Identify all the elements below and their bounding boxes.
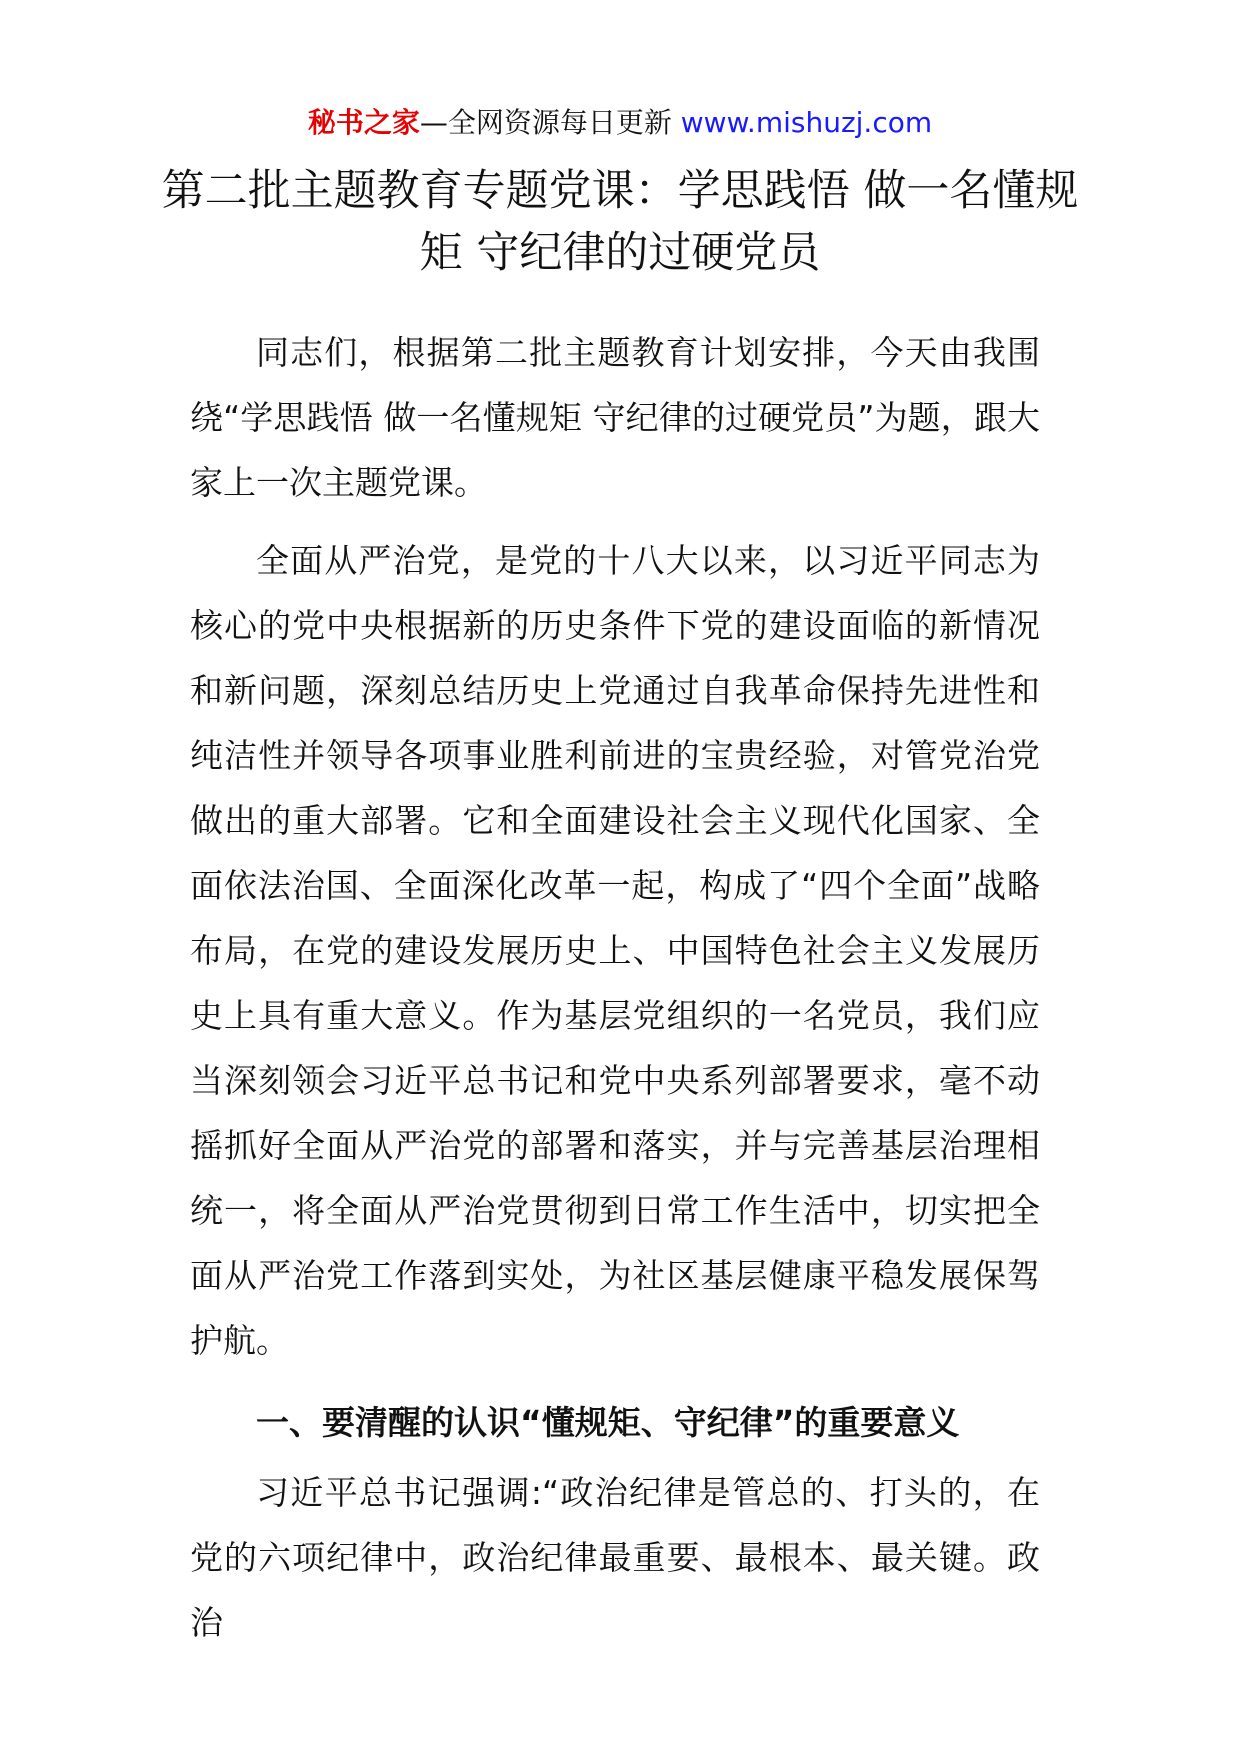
header-tagline: —全网资源每日更新 — [419, 106, 681, 139]
section-heading: 一、要清醒的认识“懂规矩、守纪律”的重要意义 — [256, 1403, 960, 1442]
site-header — [0, 101, 1240, 145]
paragraph-intro: 同志们，根据第二批主题教育计划安排，今天由我围绕“学思践悟 做一名懂规矩 守纪律的过硬党员”为题，跟大家上一次主题党课。 — [190, 333, 1040, 502]
document-title: 第二批主题教育专题党课：学思践悟 做一名懂规矩 守纪律的过硬党员 — [161, 166, 1079, 278]
paragraph-section-1: 习近平总书记强调:“政治纪律是管总的、打头的，在党的六项纪律中，政治纪律最重要、最根本、最关键。政治 — [190, 1473, 1040, 1642]
paragraph-main: 全面从严治党，是党的十八大以来，以习近平同志为核心的党中央根据新的历史条件下党的建设面临的新情况和新问题，深刻总结历史上党通过自我革命保持先进性和纯洁性并领导各项事业胜利前进的宝贵经验，对管党治党做出的重大部署。它和全面建设社会主义现代化国家、全面依法治国、全面深化改革一起，构成了“四个全面”战略布局，在党的建设发展历史上、中国特色社会主义发展历史上具有重大意义。作为基层党组织的一名党员，我们应当深刻领会习近平总书记和党中央系列部署要求，毫不动摇抓好全面从严治党的部署和落实，并与完善基层治理相统一，将全面从严治党贯彻到日常工作生活中，切实把全面从严治党工作落到实处，为社区基层健康平稳发展保驾护航。 — [190, 541, 1040, 1360]
site-url: www.mishuzj.com — [680, 106, 933, 139]
brand-name: 秘书之家 — [307, 106, 420, 139]
